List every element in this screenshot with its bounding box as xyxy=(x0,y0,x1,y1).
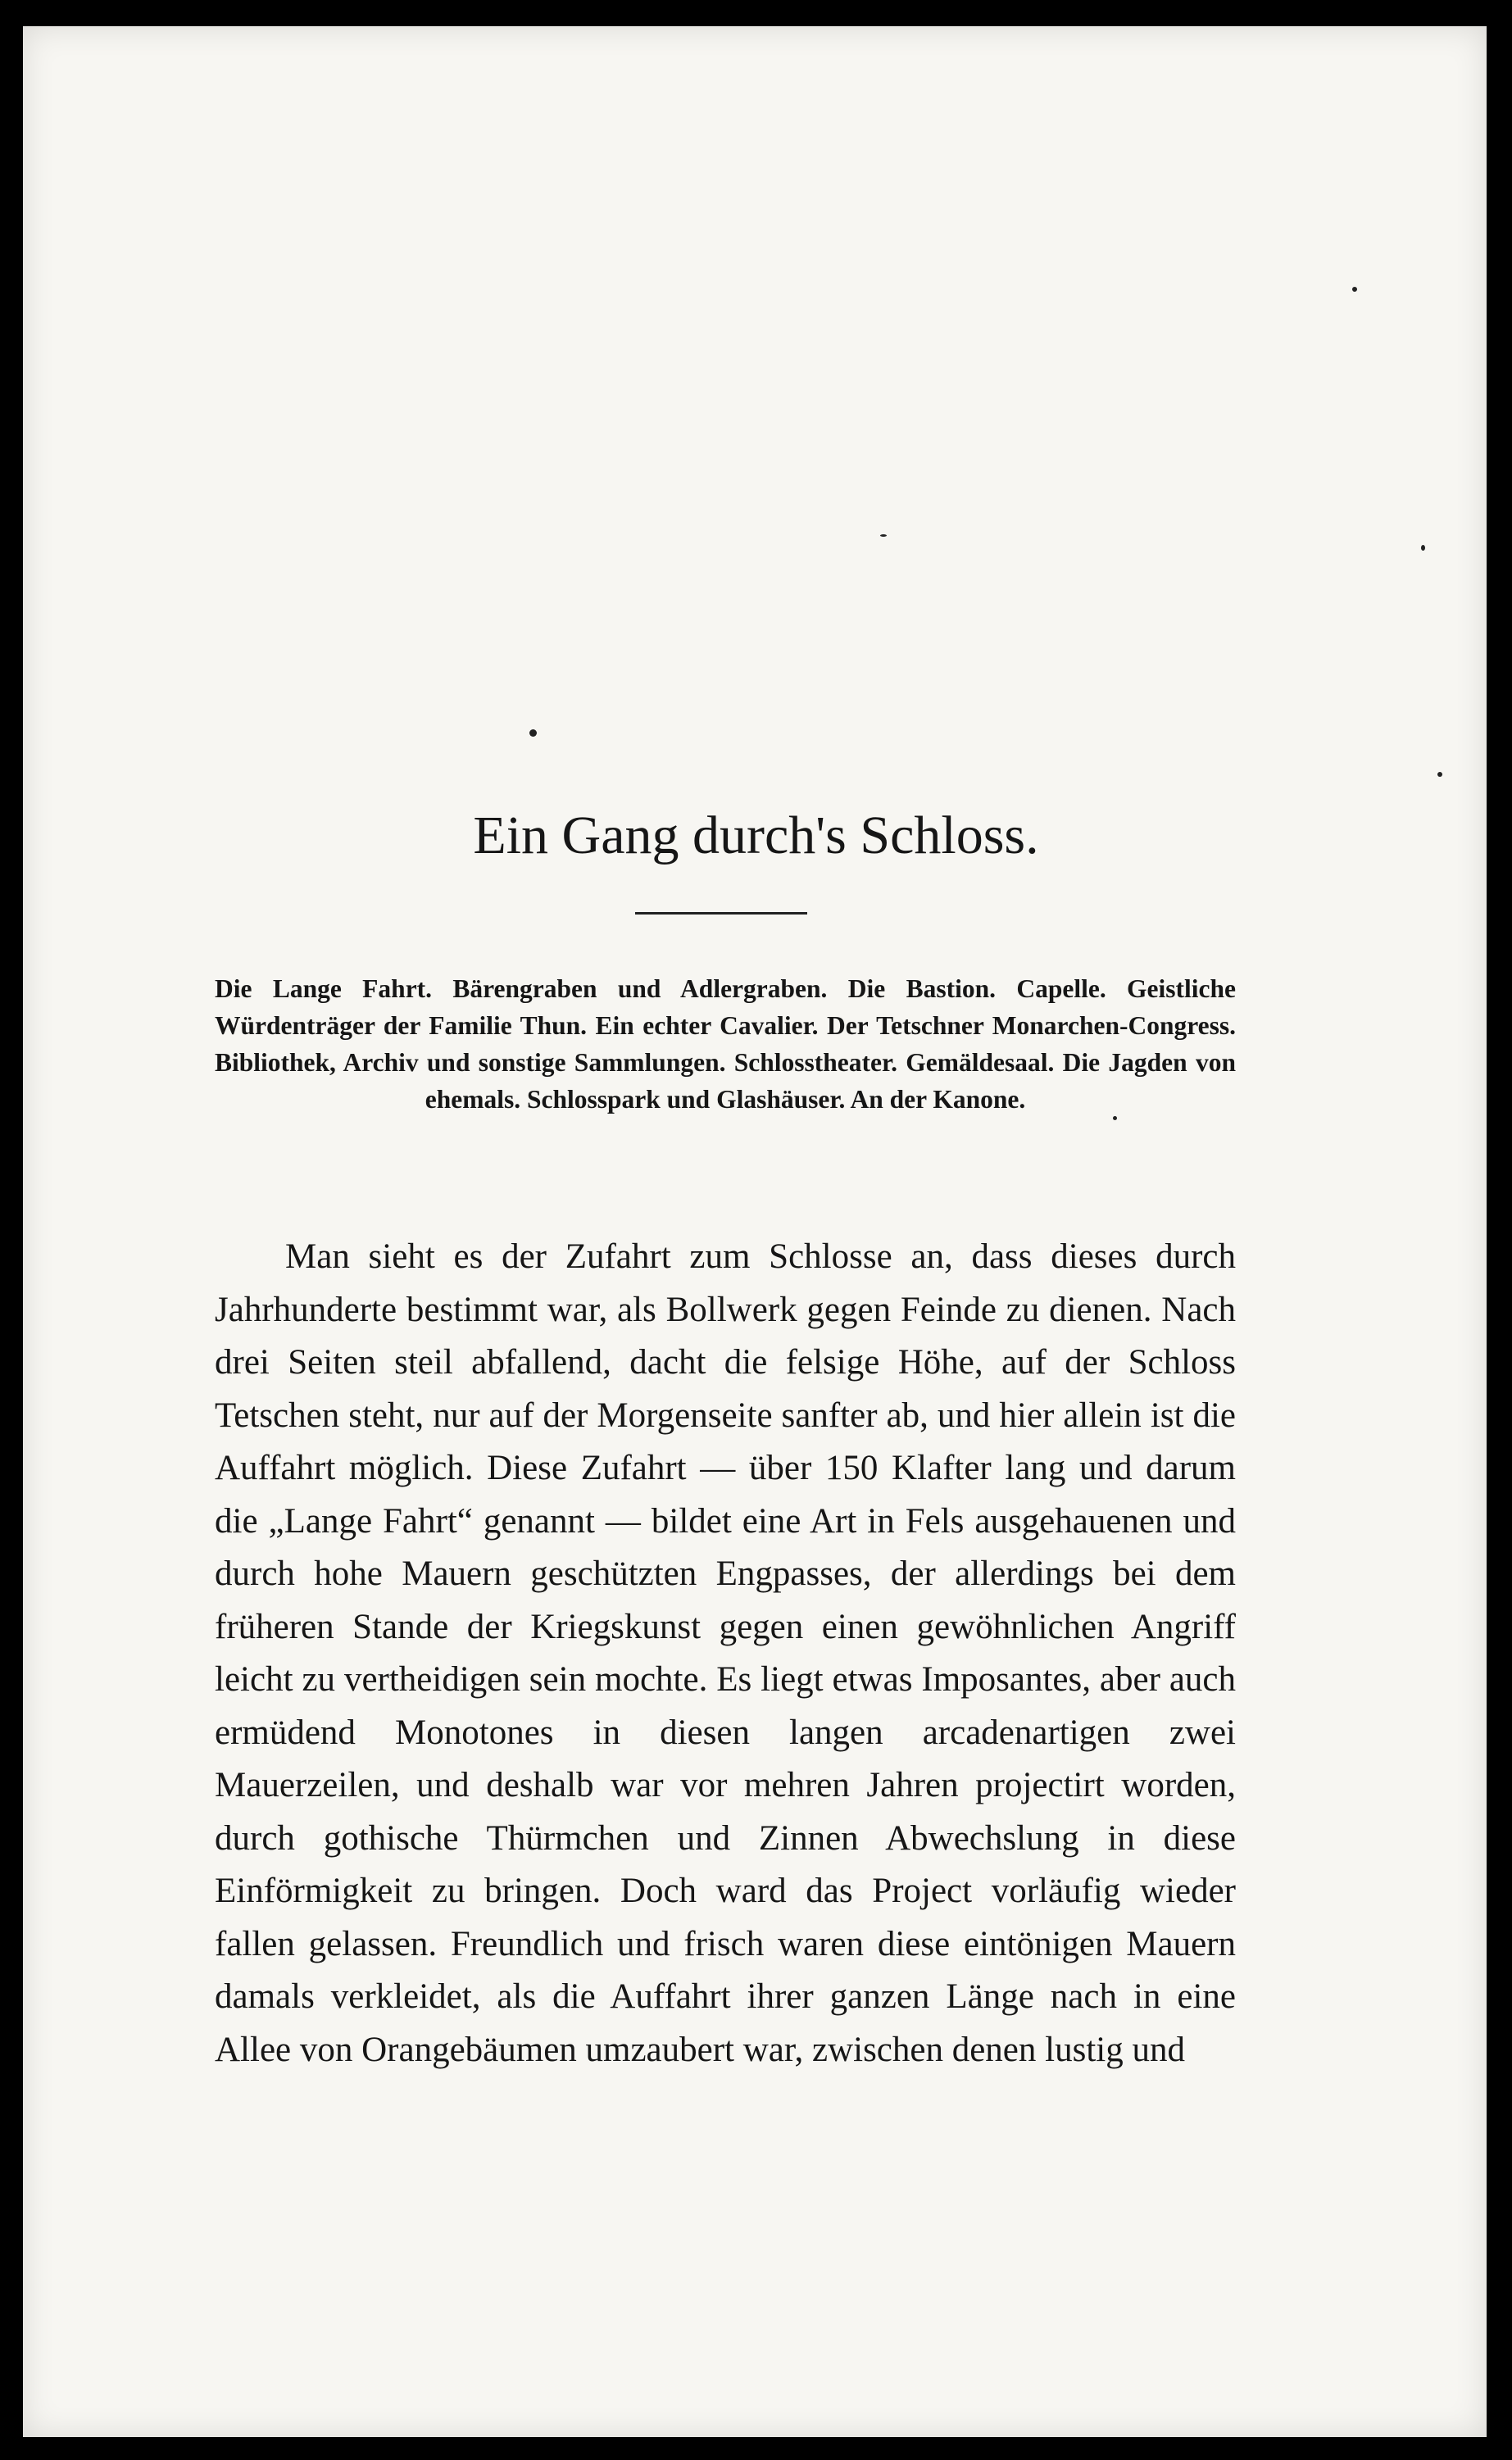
dust-speck xyxy=(1437,772,1442,777)
chapter-title: Ein Gang durch's Schloss. xyxy=(473,806,1039,865)
body-paragraph: Man sieht es der Zufahrt zum Schlosse an, dass dieses durch Jahrhunderte bestimmt war, als Bollwerk gegen Feinde zu dienen. Nach drei Seiten steil abfallend, dacht die felsige Höhe, auf der Schloss Tetschen steht, nur auf der Morgenseite sanfter ab, und hier allein ist die Auffahrt möglich. Diese Zufahrt — über 150 Klafter lang und darum die „Lange Fahrt“ genannt — bildet eine Art in Fels ausgehauenen und durch hohe Mauern geschützten Engpasses, der allerdings bei dem früheren Stande der Kriegskunst gegen einen gewöhnlichen Angriff leicht zu vertheidigen sein mochte. Es liegt etwas Imposantes, aber auch ermüdend Monotones in diesen langen arcadenartigen zwei Mauerzeilen, und deshalb war vor mehren Jahren projectirt worden, durch gothische Thürmchen und Zinnen Abwechslung in diese Einförmigkeit zu bringen. Doch ward das Project vorläufig wieder fallen gelassen. Freundlich und frisch waren diese eintönigen Mauern damals verkleidet, als die Auffahrt ihrer ganzen Länge nach in eine Allee von Orangebäumen umzaubert war, zwischen denen lustig und xyxy=(215,1237,1236,2069)
dust-speck xyxy=(529,729,537,737)
chapter-synopsis: Die Lange Fahrt. Bärengraben und Adlergraben. Die Bastion. Capelle. Geistliche Würdenträger der Familie Thun. Ein echter Cavalier. Der Tetschner Monarchen-Congress. Bibliothek, Archiv und sonstige Sammlungen. Schlosstheater. Gemäldesaal. Die Jagden von ehemals. Schlosspark und Glashäuser. An der Kanone. xyxy=(215,974,1236,1114)
title-divider xyxy=(635,912,807,915)
dust-speck xyxy=(1352,287,1357,292)
dust-speck xyxy=(1421,545,1425,551)
dust-speck xyxy=(880,534,887,537)
